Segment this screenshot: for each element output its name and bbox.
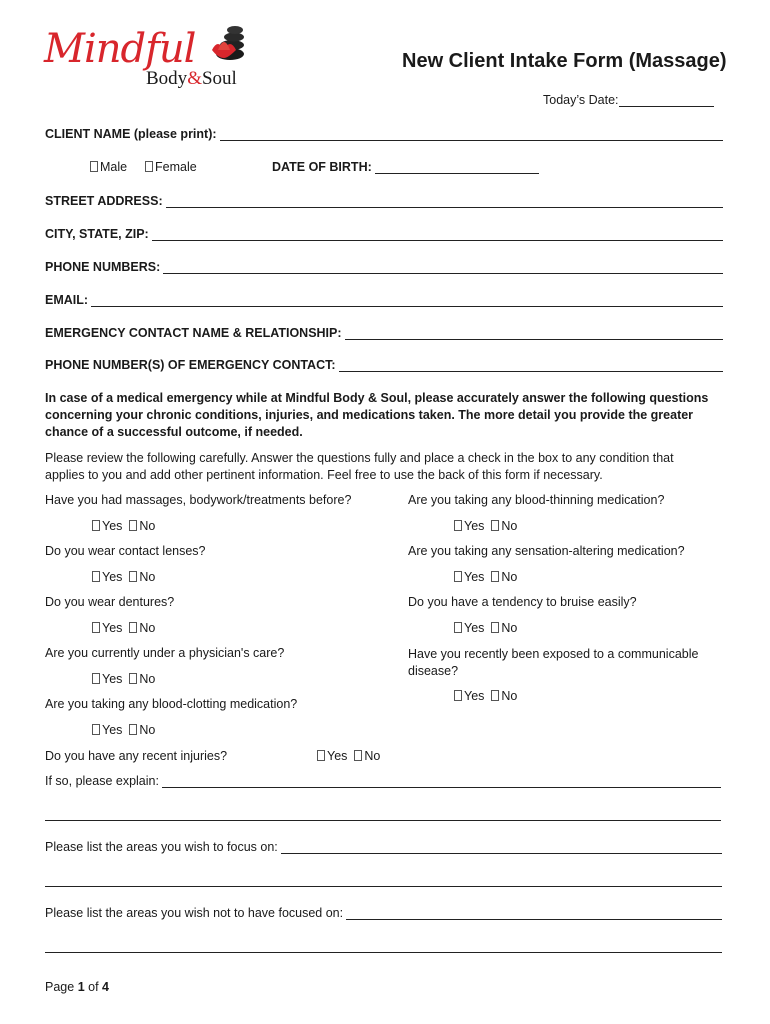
client-name-line[interactable] bbox=[220, 129, 723, 141]
instructions-paragraph: Please review the following carefully. Answer the questions fully and place a check in the box to any condition that applies to you and add other pertinent information. Feel free to use the back of this form if necessary. bbox=[45, 451, 674, 482]
yes-no-sensation-altering[interactable]: Yes No bbox=[454, 570, 517, 584]
lotus-stones-icon bbox=[208, 20, 248, 64]
question-dentures: Do you wear dentures? bbox=[45, 595, 175, 609]
yes-no-bruise[interactable]: Yes No bbox=[454, 621, 517, 635]
not-focus-field[interactable]: Please list the areas you wish not to have focused on: bbox=[45, 906, 722, 920]
emergency-paragraph: In case of a medical emergency while at Mindful Body & Soul, please accurately answer the following questions concerning your chronic conditions, injuries, and medications taken. The more detail you provide the greater chance of a successful outcome, if needed. bbox=[45, 391, 709, 439]
focus-field[interactable]: Please list the areas you wish to focus on: bbox=[45, 840, 722, 854]
phone-numbers-field[interactable]: PHONE NUMBERS: bbox=[45, 260, 723, 274]
client-name-field[interactable] bbox=[45, 127, 723, 141]
question-physician-care: Are you currently under a physician's care? bbox=[45, 646, 285, 660]
client-name-label: CLIENT NAME (please print): bbox=[45, 127, 217, 141]
yes-no-blood-clotting[interactable]: Yes No bbox=[92, 723, 155, 737]
city-state-zip-field[interactable]: CITY, STATE, ZIP: bbox=[45, 227, 723, 241]
email-field[interactable]: EMAIL: bbox=[45, 293, 723, 307]
explain-line-2[interactable] bbox=[45, 820, 721, 821]
yes-no-injuries[interactable]: Yes No bbox=[317, 749, 380, 763]
street-address-field[interactable]: STREET ADDRESS: bbox=[45, 194, 723, 208]
focus-line-2[interactable] bbox=[45, 886, 722, 887]
dob-field[interactable] bbox=[272, 160, 539, 174]
not-focus-line-2[interactable] bbox=[45, 952, 722, 953]
logo-wordmark: Mindful bbox=[44, 26, 196, 72]
yes-no-blood-thinning[interactable]: Yes No bbox=[454, 519, 517, 533]
todays-date-label: Today’s Date: bbox=[543, 93, 619, 107]
question-sensation-altering: Are you taking any sensation-altering medication? bbox=[408, 544, 685, 558]
logo-subtitle: Body&Soul bbox=[146, 68, 237, 89]
question-blood-clotting: Are you taking any blood-clotting medication? bbox=[45, 697, 298, 711]
emergency-phone-field[interactable]: PHONE NUMBER(S) OF EMERGENCY CONTACT: bbox=[45, 358, 723, 372]
checkbox[interactable] bbox=[145, 161, 153, 172]
yes-no-physician-care[interactable]: Yes No bbox=[92, 672, 155, 686]
question-contact-lenses: Do you wear contact lenses? bbox=[45, 544, 206, 558]
question-injuries: Do you have any recent injuries? bbox=[45, 749, 228, 763]
yes-no-contact-lenses[interactable]: Yes No bbox=[92, 570, 155, 584]
gender-female-option[interactable]: Female bbox=[145, 160, 197, 174]
yes-no-prior-massage[interactable]: Yes No bbox=[92, 519, 155, 533]
explain-field[interactable]: If so, please explain: bbox=[45, 774, 721, 788]
question-blood-thinning: Are you taking any blood-thinning medication? bbox=[408, 493, 665, 507]
yes-no-dentures[interactable]: Yes No bbox=[92, 621, 155, 635]
question-bruise: Do you have a tendency to bruise easily? bbox=[408, 595, 637, 609]
logo bbox=[40, 20, 250, 92]
dob-label: DATE OF BIRTH: bbox=[272, 160, 372, 174]
emergency-contact-field[interactable]: EMERGENCY CONTACT NAME & RELATIONSHIP: bbox=[45, 326, 723, 340]
question-prior-massage: Have you had massages, bodywork/treatments before? bbox=[45, 493, 352, 507]
question-communicable-disease: Have you recently been exposed to a communicable disease? bbox=[408, 647, 699, 678]
todays-date-field[interactable] bbox=[543, 93, 714, 107]
page-title: New Client Intake Form (Massage) bbox=[402, 50, 727, 72]
checkbox[interactable] bbox=[90, 161, 98, 172]
yes-no-communicable-disease[interactable]: Yes No bbox=[454, 689, 517, 703]
page-number: Page 1 of 4 bbox=[45, 980, 109, 994]
gender-male-option[interactable]: Male bbox=[90, 160, 127, 174]
